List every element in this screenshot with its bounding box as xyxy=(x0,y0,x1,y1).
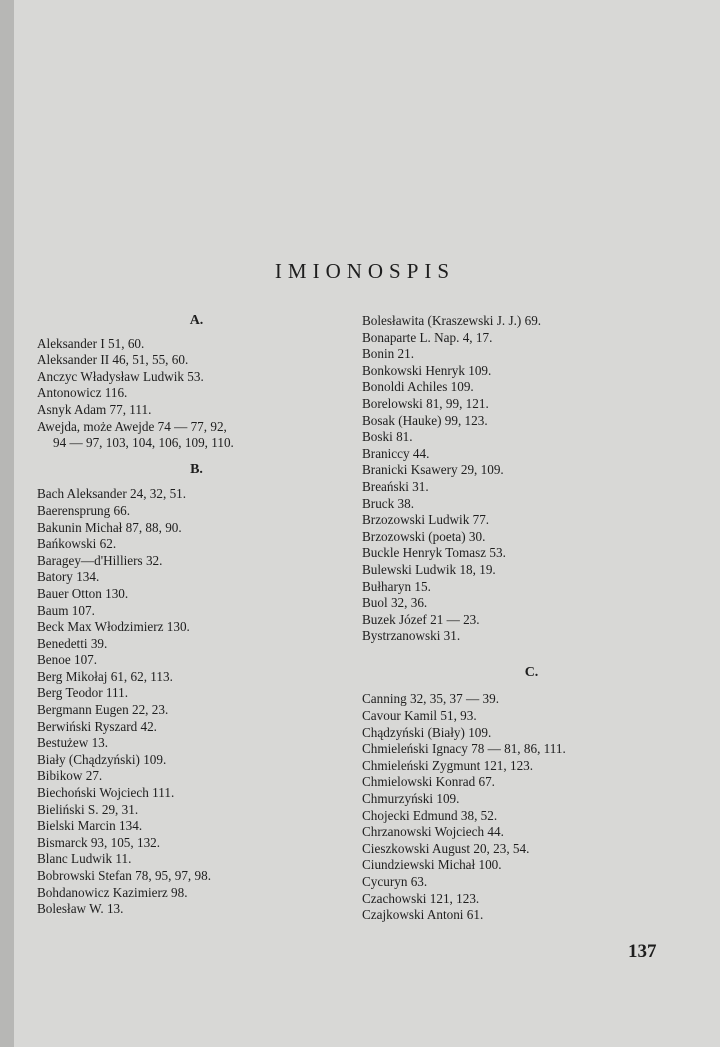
index-entry: Buckle Henryk Tomasz 53. xyxy=(362,545,506,561)
index-entry: Buzek Józef 21 — 23. xyxy=(362,611,480,627)
index-entry: Baragey—d'Hilliers 32. xyxy=(37,552,163,568)
index-entry: Chmurzyński 109. xyxy=(362,791,460,807)
index-entry: Bakunin Michał 87, 88, 90. xyxy=(37,519,182,535)
index-entry: Bismarck 93, 105, 132. xyxy=(37,834,161,850)
index-entry: Czajkowski Antoni 61. xyxy=(362,907,484,923)
index-entry: Bach Aleksander 24, 32, 51. xyxy=(37,486,187,502)
index-entry: Benoe 107. xyxy=(37,652,98,668)
left-column xyxy=(37,313,342,918)
index-entry: Bieliński S. 29, 31. xyxy=(37,801,139,817)
index-entry: Bulewski Ludwik 18, 19. xyxy=(362,561,496,577)
index-entry: Braniccy 44. xyxy=(362,445,430,461)
index-entry: Berwiński Ryszard 42. xyxy=(37,718,157,734)
index-entry: Bułharyn 15. xyxy=(362,578,431,594)
index-entry: Borelowski 81, 99, 121. xyxy=(362,395,489,411)
index-entry: Bonaparte L. Nap. 4, 17. xyxy=(362,329,493,345)
index-entry: Chrzanowski Wojciech 44. xyxy=(362,824,504,840)
index-entry: Bonoldi Achiles 109. xyxy=(362,379,474,395)
section-c-entries xyxy=(362,691,687,923)
index-entry: Chmielowski Konrad 67. xyxy=(362,774,495,790)
index-entry-continuation: 94 — 97, 103, 104, 106, 109, 110. xyxy=(53,435,234,451)
index-entry: Breański 31. xyxy=(362,478,429,494)
index-entry: Ciundziewski Michał 100. xyxy=(362,857,502,873)
index-entry: Bonkowski Henryk 109. xyxy=(362,362,492,378)
index-entry: Bonin 21. xyxy=(362,346,415,362)
right-column xyxy=(362,313,687,924)
index-entry: Bauer Otton 130. xyxy=(37,585,129,601)
index-entry: Berg Teodor 111. xyxy=(37,685,129,701)
index-entry: Bolesławita (Kraszewski J. J.) 69. xyxy=(362,313,542,328)
index-entry: Bruck 38. xyxy=(362,495,415,511)
section-b-entries xyxy=(37,486,342,917)
index-entry: Bielski Marcin 134. xyxy=(37,818,143,834)
index-entry: Asnyk Adam 77, 111. xyxy=(37,401,152,417)
index-entry: Bohdanowicz Kazimierz 98. xyxy=(37,884,188,900)
section-letter-c: C. xyxy=(524,664,539,680)
page-title: IMIONOSPIS xyxy=(274,259,456,283)
index-entry: Boski 81. xyxy=(362,429,413,445)
index-entry: Branicki Ksawery 29, 109. xyxy=(362,462,504,478)
index-entry: Bobrowski Stefan 78, 95, 97, 98. xyxy=(37,868,211,883)
section-letter-a: A. xyxy=(189,313,204,328)
index-entry: Baerensprung 66. xyxy=(37,502,131,518)
index-entry: Chądzyński (Biały) 109. xyxy=(362,724,492,740)
index-entry: Bańkowski 62. xyxy=(37,536,117,552)
index-entry: Berg Mikołaj 61, 62, 113. xyxy=(37,668,173,684)
index-entry: Chojecki Edmund 38, 52. xyxy=(362,807,498,823)
index-entry: Brzozowski Ludwik 77. xyxy=(362,512,490,528)
index-entry: Aleksander II 46, 51, 55, 60. xyxy=(37,352,189,368)
index-entry: Bolesław W. 13. xyxy=(37,901,124,917)
index-entry: Awejda, może Awejde 74 — 77, 92, xyxy=(37,418,227,434)
index-entry: Brzozowski (poeta) 30. xyxy=(362,528,486,544)
section-letter-b: B. xyxy=(190,461,203,477)
index-entry: Beck Max Włodzimierz 130. xyxy=(37,619,190,635)
index-entry: Czachowski 121, 123. xyxy=(362,890,480,906)
index-entry: Blanc Ludwik 11. xyxy=(37,851,132,867)
index-entry: Biechoński Wojciech 111. xyxy=(37,785,175,801)
index-entry: Baum 107. xyxy=(37,602,95,618)
index-entry: Chmieleński Ignacy 78 — 81, 86, 111. xyxy=(362,741,566,757)
index-entry: Bergmann Eugen 22, 23. xyxy=(37,702,169,718)
page-edge xyxy=(0,0,14,1047)
index-entry: Buol 32, 36. xyxy=(362,595,428,611)
index-entry: Chmieleński Zygmunt 121, 123. xyxy=(362,757,534,773)
index-entry: Cavour Kamil 51, 93. xyxy=(362,708,477,724)
page-number: 137 xyxy=(628,941,657,962)
index-entry: Canning 32, 35, 37 — 39. xyxy=(362,691,500,707)
section-a-entries xyxy=(37,336,342,452)
index-entry: Biały (Chądzyński) 109. xyxy=(37,751,167,767)
index-entry: Cieszkowski August 20, 23, 54. xyxy=(362,840,530,856)
section-b-continued-entries xyxy=(362,313,687,645)
index-entry: Batory 134. xyxy=(37,569,100,585)
index-entry: Anczyc Władysław Ludwik 53. xyxy=(37,368,204,384)
index-entry: Benedetti 39. xyxy=(37,635,108,651)
index-entry: Bosak (Hauke) 99, 123. xyxy=(362,412,488,428)
index-entry: Cycuryn 63. xyxy=(362,874,428,889)
index-entry: Bystrzanowski 31. xyxy=(362,628,461,644)
index-entry: Bestużew 13. xyxy=(37,735,109,751)
index-entry: Aleksander I 51, 60. xyxy=(37,335,145,351)
index-entry: Antonowicz 116. xyxy=(37,385,128,401)
index-entry: Bibikow 27. xyxy=(37,768,103,784)
